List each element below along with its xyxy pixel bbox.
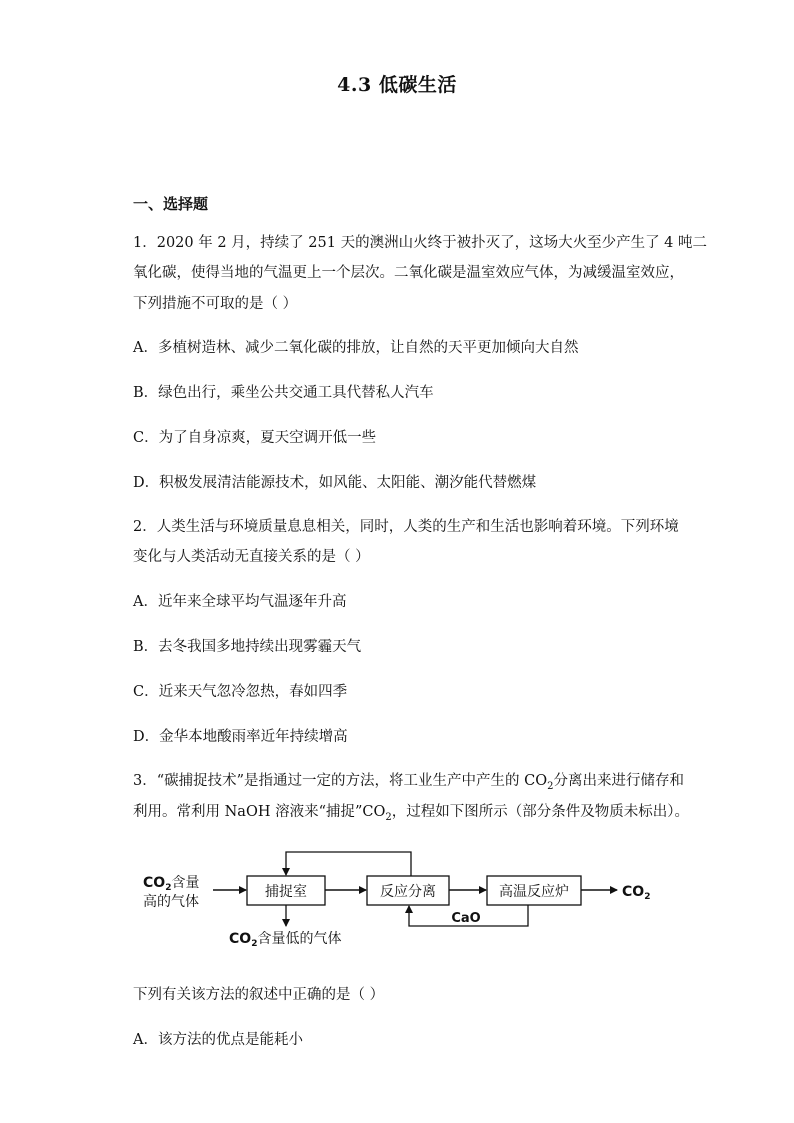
question-3-line-1-start: 3．“碳捕捉技术”是指通过一定的方法，将工业生产中产生的 CO: [133, 773, 548, 789]
question-3-line-1-end: 分离出来进行储存和: [553, 773, 685, 789]
question-3-prompt: 下列有关该方法的叙述中正确的是（ ）: [133, 987, 385, 1003]
question-1-line-3: 下列措施不可取的是（ ）: [133, 296, 298, 312]
question-2-option-a[interactable]: A．近年来全球平均气温逐年升高: [133, 594, 347, 610]
co2-subscript: 2: [547, 780, 554, 792]
input-gas-label-line-2: 高的气体: [143, 894, 199, 910]
input-gas-label-line-1: $CO_2$含量: [143, 875, 200, 893]
output-co2-label: $CO_2$: [622, 884, 651, 902]
high-temperature-furnace-label: 高温反应炉: [499, 884, 569, 900]
question-1-option-a[interactable]: A．多植树造林、减少二氧化碳的排放，让自然的天平更加倾向大自然: [133, 340, 579, 356]
question-2-option-d[interactable]: D．金华本地酸雨率近年持续增高: [133, 729, 348, 745]
cao-label: CaO: [451, 911, 481, 926]
question-2-line-2: 变化与人类活动无直接关系的是（ ）: [133, 549, 370, 565]
capture-room-label: 捕捉室: [265, 884, 307, 900]
recycle-loop-top: [286, 852, 411, 876]
question-1-option-d[interactable]: D．积极发展清洁能源技术，如风能、太阳能、潮汐能代替燃煤: [133, 475, 537, 491]
question-1-line-2: 氧化碳，使得当地的气温更上一个层次。二氧化碳是温室效应气体，为减缓温室效应，: [133, 265, 684, 281]
reaction-separation-label: 反应分离: [380, 884, 436, 900]
question-1-option-c[interactable]: C．为了自身凉爽，夏天空调开低一些: [133, 430, 377, 446]
question-3-option-a[interactable]: A．该方法的优点是能耗小: [133, 1032, 303, 1048]
low-co2-gas-label: $CO_2$含量低的气体: [229, 931, 342, 949]
page-title: 4.3 低碳生活: [337, 74, 457, 96]
carbon-capture-diagram: [133, 846, 673, 958]
question-3-line-2-start: 利用。常利用 NaOH 溶液来“捕捉”CO: [133, 804, 386, 820]
question-2-option-b[interactable]: B．去冬我国多地持续出现雾霾天气: [133, 639, 362, 655]
question-3-line-2: [133, 802, 689, 828]
co2-subscript: 2: [385, 811, 392, 823]
question-1-option-b[interactable]: B．绿色出行，乘坐公共交通工具代替私人汽车: [133, 385, 434, 401]
question-2-line-1: 2．人类生活与环境质量息息相关，同时，人类的生产和生活也影响着环境。下列环境: [133, 519, 679, 535]
question-3-line-2-end: ，过程如下图所示（部分条件及物质未标出）。: [391, 804, 690, 820]
question-2-option-c[interactable]: C．近来天气忽冷忽热，春如四季: [133, 684, 348, 700]
question-1-line-1: 1．2020 年 2 月，持续了 251 天的澳洲山火终于被扑灭了，这场大火至少产生了 4 吨二: [133, 235, 708, 251]
section-heading: 一、选择题: [133, 195, 209, 213]
question-3-line-1: [133, 771, 684, 797]
